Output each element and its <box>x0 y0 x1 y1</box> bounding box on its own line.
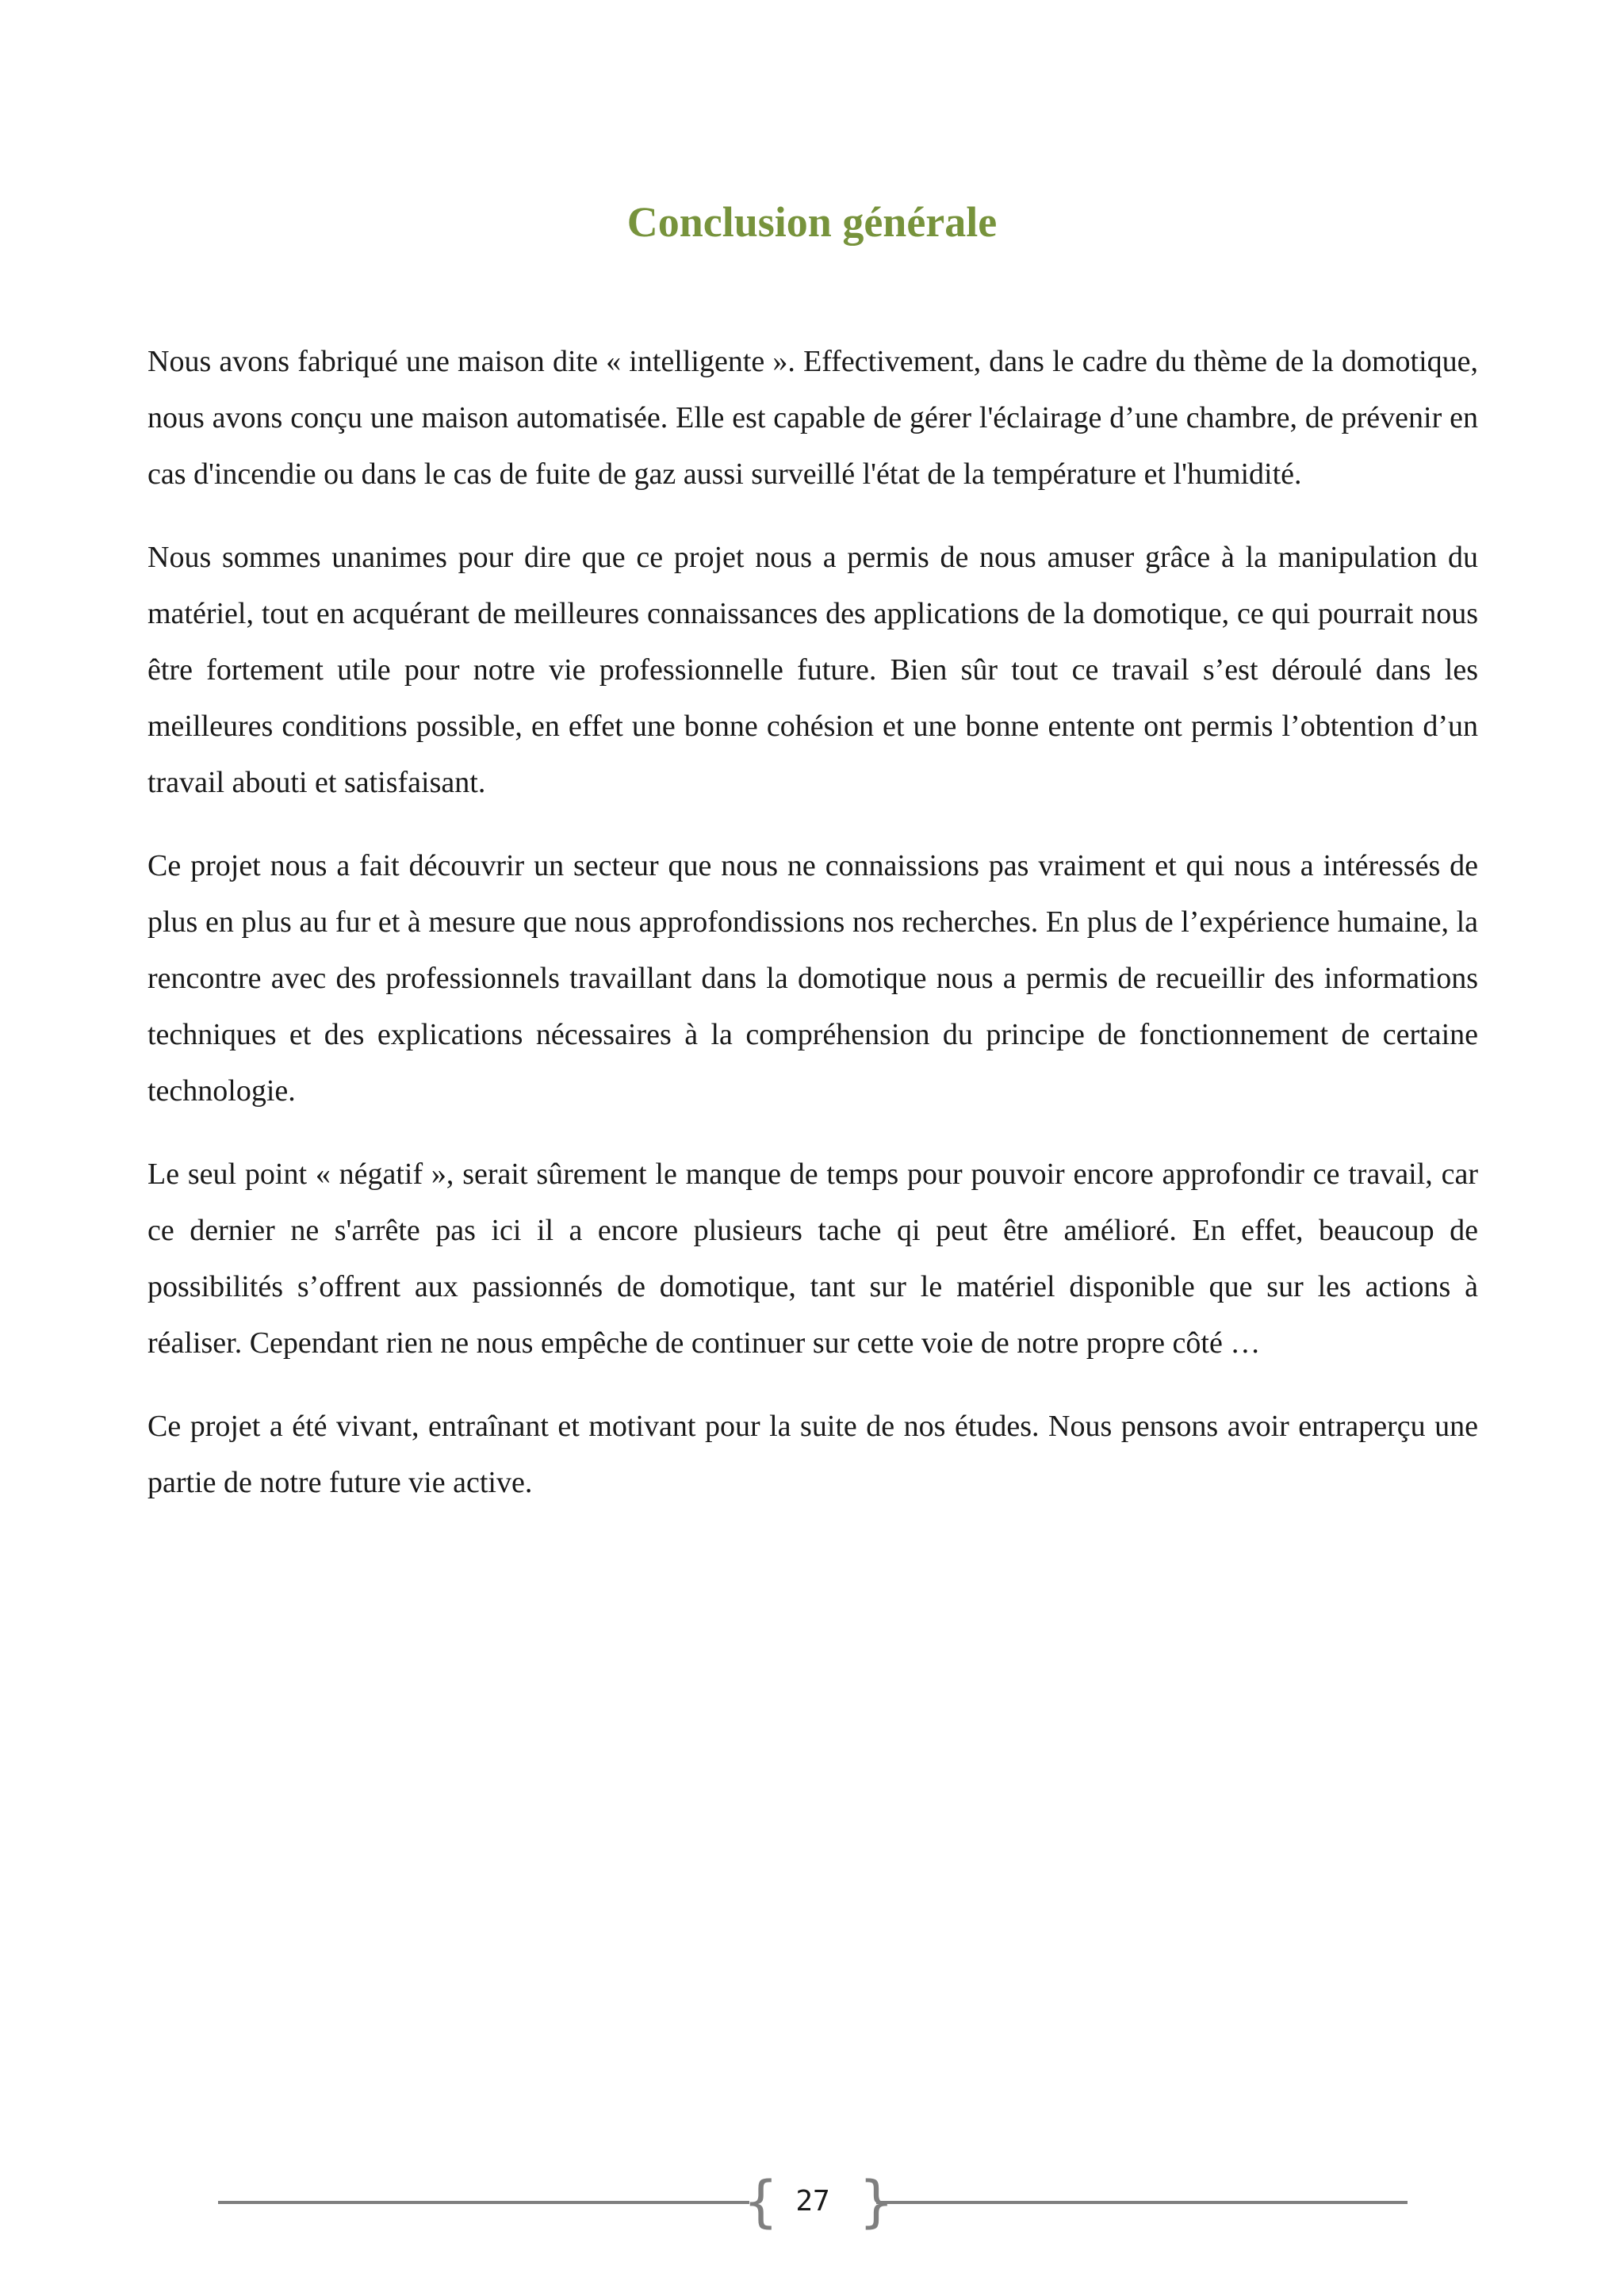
paragraph: Le seul point « négatif », serait sûrement le manque de temps pour pouvoir encore approfondir ce travail, car ce dernier ne s'arrête pas ici il a encore plusieurs tache qi peut être amélioré. En effet, beaucoup de possibilités s’offrent aux passionnés de domotique, tant sur le matériel disponible que sur les actions à réaliser. Cependant rien ne nous empêche de continuer sur cette voie de notre propre côté … <box>147 1158 1478 1360</box>
page-footer <box>218 2170 1408 2233</box>
paragraph: Ce projet nous a fait découvrir un secteur que nous ne connaissions pas vraiment et qui nous a intéressés de plus en plus au fur et à mesure que nous approfondissions nos recherches. En plus de l’expérience humaine, la rencontre avec des professionnels travaillant dans la domotique nous a permis de recueillir des informations techniques et des explications nécessaires à la compréhension du principe de fonctionnement de certaine technologie. <box>147 849 1478 1108</box>
paragraph: Ce projet a été vivant, entraînant et motivant pour la suite de nos études. Nous pensons avoir entraperçu une partie de notre future vie active. <box>147 1410 1478 1499</box>
left-brace-icon: { <box>743 2169 779 2234</box>
footer-rule-left <box>218 2201 749 2204</box>
footer-rule-right <box>876 2201 1408 2204</box>
document-body <box>147 334 1478 1538</box>
page-number: 27 <box>795 2185 830 2218</box>
paragraph: Nous sommes unanimes pour dire que ce projet nous a permis de nous amuser grâce à la manipulation du matériel, tout en acquérant de meilleures connaissances des applications de la domotique, ce qui pourrait nous être fortement utile pour notre vie professionnelle future. Bien sûr tout ce travail s’est déroulé dans les meilleures conditions possible, en effet une bonne cohésion et une bonne entente ont permis l’obtention d’un travail abouti et satisfaisant. <box>147 541 1478 799</box>
paragraph: Nous avons fabriqué une maison dite « intelligente ». Effectivement, dans le cadre du thème de la domotique, nous avons conçu une maison automatisée. Elle est capable de gérer l'éclairage d’une chambre, de prévenir en cas d'incendie ou dans le cas de fuite de gaz aussi surveillé l'état de la température et l'humidité. <box>147 345 1478 491</box>
page-title: Conclusion générale <box>626 198 998 246</box>
right-brace-icon: } <box>859 2169 894 2234</box>
